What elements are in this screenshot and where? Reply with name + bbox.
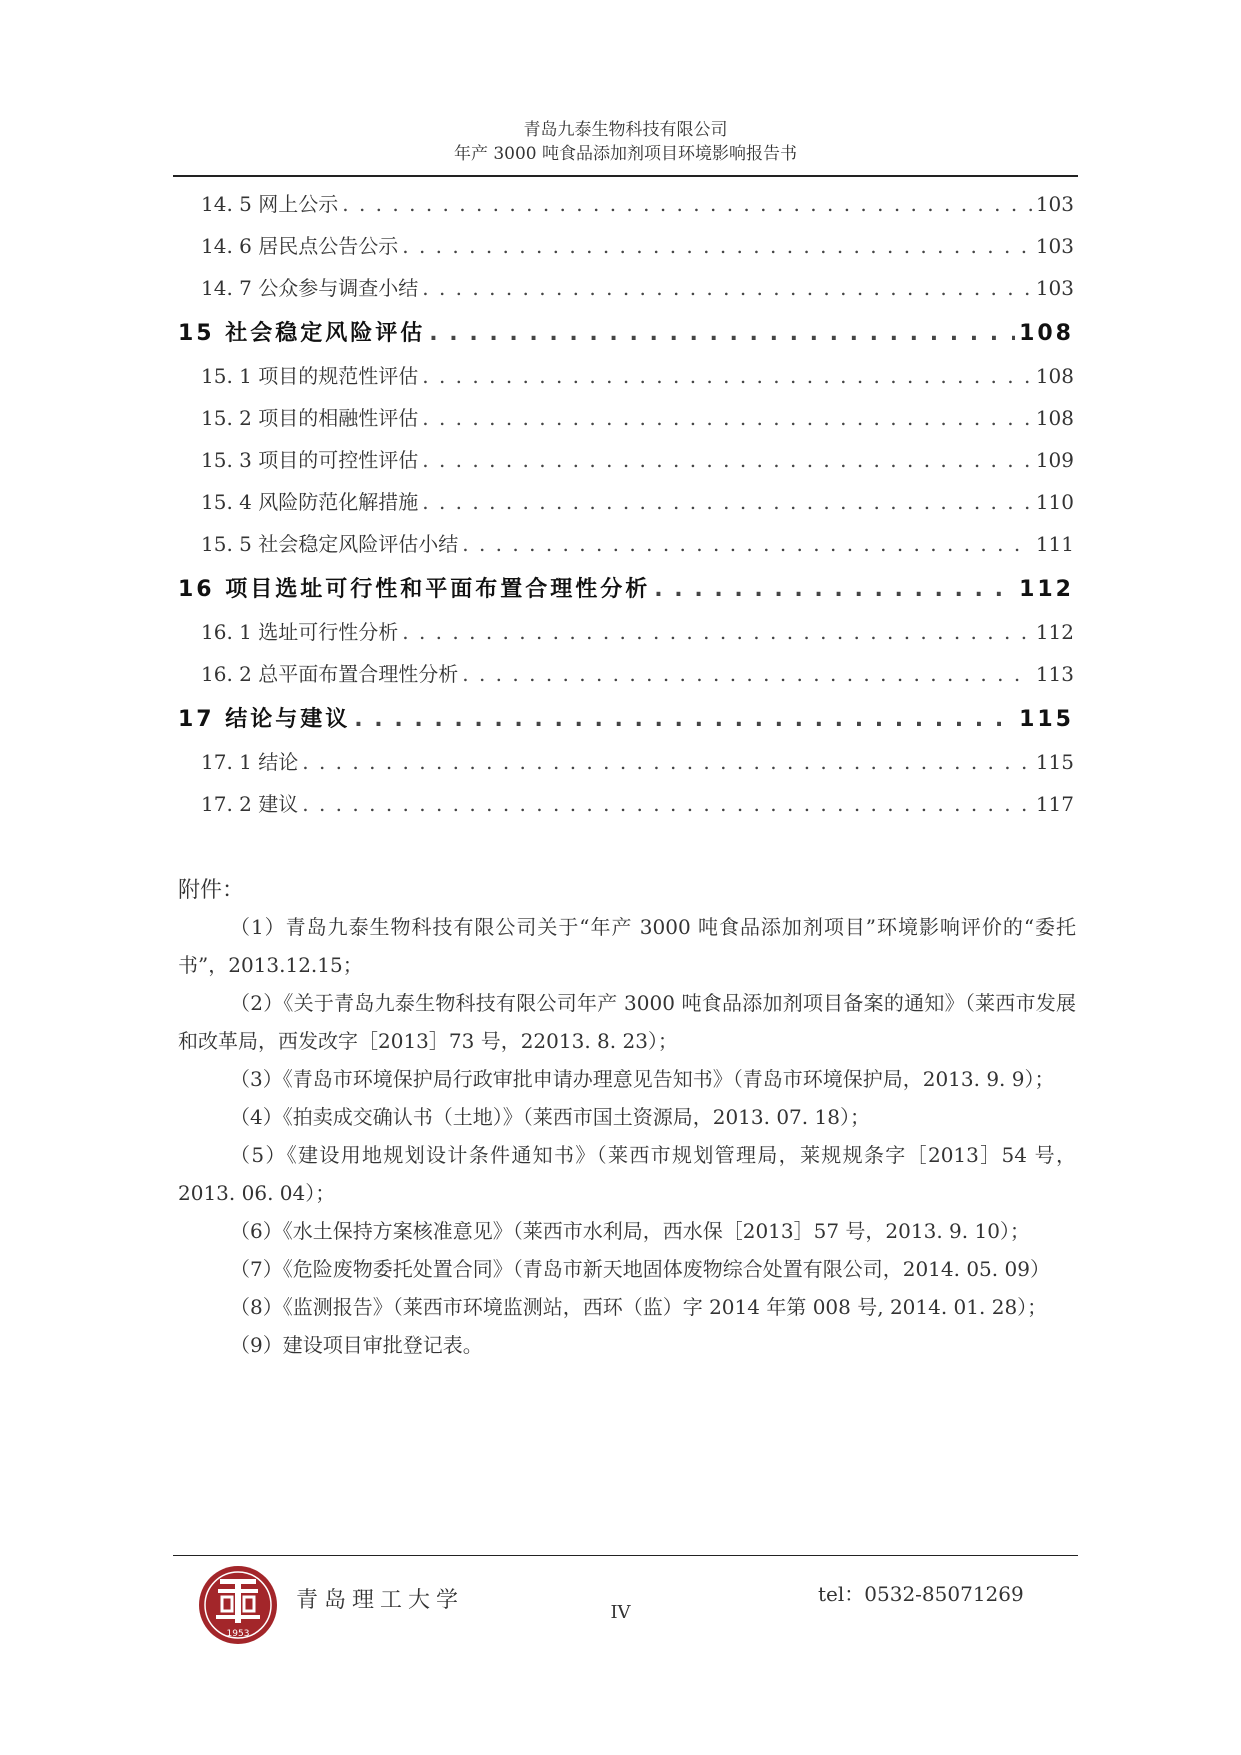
attachment-item: （4）《拍卖成交确认书（土地）》（莱西市国土资源局，2013. 07. 18）； — [230, 1105, 870, 1129]
toc-dot-leader — [422, 276, 1032, 300]
toc-entry-title: 14. 6 居民点公告公示 — [201, 234, 399, 258]
toc-chapter-entry[interactable] — [178, 314, 1074, 360]
toc-entry-title: 15. 3 项目的可控性评估 — [201, 448, 419, 472]
toc-dot-leader — [422, 364, 1032, 388]
toc-entry-title: 14. 5 网上公示 — [201, 192, 339, 216]
toc-entry-page: 108 — [1035, 406, 1074, 430]
toc-section-entry[interactable] — [178, 272, 1074, 314]
toc-section-entry[interactable] — [178, 616, 1074, 658]
toc-entry-title: 17. 2 建议 — [201, 792, 299, 816]
toc-section-entry[interactable] — [178, 402, 1074, 444]
toc-entry-page: 113 — [1035, 662, 1074, 686]
toc-dot-leader — [302, 750, 1032, 774]
footer-divider — [173, 1555, 1078, 1556]
attachment-item: （9）建设项目审批登记表。 — [230, 1333, 483, 1357]
toc-entry-title: 16. 2 总平面布置合理性分析 — [201, 662, 459, 686]
toc-entry-page: 108 — [1019, 321, 1074, 346]
toc-dot-leader — [422, 490, 1032, 514]
page-header — [173, 118, 1078, 166]
telephone: tel：0532-85071269 — [818, 1582, 1024, 1606]
toc-entry-page: 103 — [1035, 276, 1074, 300]
header-report-title: 年产 3000 吨食品添加剂项目环境影响报告书 — [453, 144, 798, 164]
toc-dot-leader — [402, 234, 1032, 258]
toc-section-entry[interactable] — [178, 230, 1074, 272]
toc-entry-page: 112 — [1019, 577, 1074, 602]
attachment-item: （1）青岛九泰生物科技有限公司关于“年产 3000 吨食品添加剂项目”环境影响评价的“委托书”，2013.12.15； — [178, 915, 1076, 977]
page-number: IV — [610, 1602, 631, 1623]
seal-year: 1953 — [226, 1629, 250, 1639]
header-company: 青岛九泰生物科技有限公司 — [523, 120, 728, 140]
toc-entry-title: 15 社会稳定风险评估 — [178, 321, 426, 346]
attachments-list — [178, 908, 1076, 1364]
toc-entry-title: 15. 1 项目的规范性评估 — [201, 364, 419, 388]
toc-entry-page: 103 — [1035, 192, 1074, 216]
toc-entry-page: 110 — [1035, 490, 1074, 514]
toc-entry-page: 117 — [1035, 792, 1074, 816]
toc-entry-page: 108 — [1035, 364, 1074, 388]
toc-dot-leader — [422, 406, 1032, 430]
university-name: 青岛理工大学 — [296, 1588, 465, 1613]
toc-entry-title: 15. 2 项目的相融性评估 — [201, 406, 419, 430]
toc-entry-title: 16 项目选址可行性和平面布置合理性分析 — [178, 577, 651, 602]
header-divider — [173, 175, 1078, 177]
toc-dot-leader — [302, 792, 1032, 816]
toc-entry-page: 115 — [1019, 707, 1074, 732]
attachment-item: （3）《青岛市环境保护局行政审批申请办理意见告知书》（青岛市环境保护局，2013. 9. 9）； — [230, 1067, 1055, 1091]
toc-entry-page: 115 — [1035, 750, 1074, 774]
table-of-contents — [178, 188, 1074, 830]
attachment-item: （5）《建设用地规划设计条件通知书》（莱西市规划管理局，莱规规条字［2013］54 号，2013. 06. 04）； — [178, 1143, 1076, 1205]
toc-section-entry[interactable] — [178, 658, 1074, 700]
toc-section-entry[interactable] — [178, 528, 1074, 570]
toc-entry-title: 17. 1 结论 — [201, 750, 299, 774]
toc-dot-leader — [654, 577, 1015, 602]
toc-entry-title: 14. 7 公众参与调查小结 — [201, 276, 419, 300]
toc-entry-page: 112 — [1035, 620, 1074, 644]
toc-section-entry[interactable] — [178, 360, 1074, 402]
toc-entry-title: 15. 5 社会稳定风险评估小结 — [201, 532, 459, 556]
toc-dot-leader — [342, 192, 1032, 216]
toc-dot-leader — [354, 707, 1015, 732]
toc-entry-title: 17 结论与建议 — [178, 707, 351, 732]
toc-dot-leader — [429, 321, 1015, 346]
toc-entry-page: 111 — [1035, 532, 1074, 556]
toc-dot-leader — [402, 620, 1032, 644]
attachments-heading: 附件： — [178, 878, 245, 903]
toc-entry-title: 15. 4 风险防范化解措施 — [201, 490, 419, 514]
attachment-item: （6）《水土保持方案核准意见》（莱西市水利局，西水保［2013］57 号，2013. 9. 10）； — [230, 1219, 1030, 1243]
toc-dot-leader — [422, 448, 1032, 472]
toc-entry-title: 16. 1 选址可行性分析 — [201, 620, 399, 644]
toc-entry-page: 103 — [1035, 234, 1074, 258]
toc-dot-leader — [462, 532, 1032, 556]
toc-section-entry[interactable] — [178, 788, 1074, 830]
attachment-item: （2）《关于青岛九泰生物科技有限公司年产 3000 吨食品添加剂项目备案的通知》（莱西市发展和改革局，西发改字［2013］73 号，22013. 8. 23）； — [178, 991, 1076, 1053]
toc-chapter-entry[interactable] — [178, 700, 1074, 746]
toc-dot-leader — [462, 662, 1032, 686]
toc-section-entry[interactable] — [178, 444, 1074, 486]
attachment-item: （7）《危险废物委托处置合同》（青岛市新天地固体废物综合处置有限公司，2014. 05. 09） — [230, 1257, 1050, 1281]
attachment-item: （8）《监测报告》（莱西市环境监测站，西环（监）字 2014 年第 008 号, 2014. 01. 28）； — [230, 1295, 1048, 1319]
toc-entry-page: 109 — [1035, 448, 1074, 472]
toc-section-entry[interactable] — [178, 486, 1074, 528]
toc-section-entry[interactable] — [178, 188, 1074, 230]
toc-chapter-entry[interactable] — [178, 570, 1074, 616]
toc-section-entry[interactable] — [178, 746, 1074, 788]
